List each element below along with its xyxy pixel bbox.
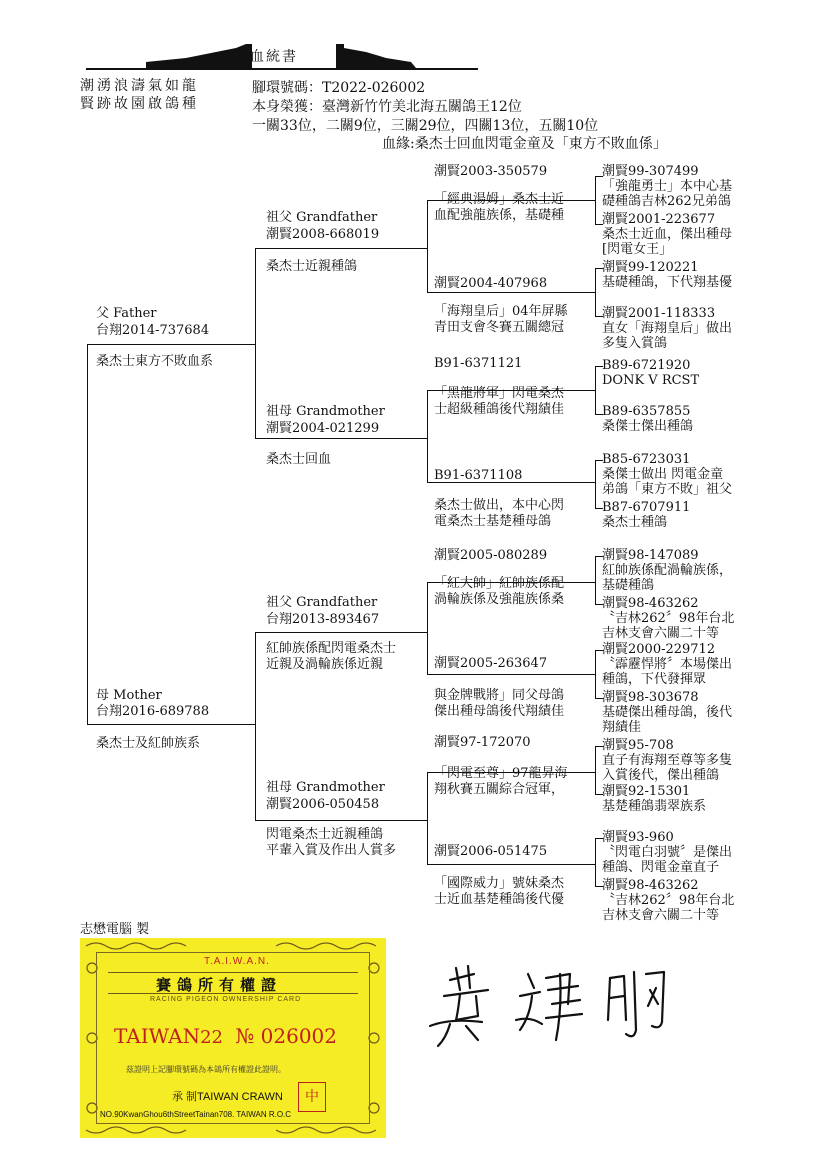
card-year: 22 [200,1027,223,1048]
gen3-ring: 潮賢2005-080289 [434,548,548,563]
gen3-note: 「紅大帥」紅帥族係配 [434,576,565,591]
gen3-note: 青田支會冬賽五關總冠 [434,320,565,335]
card-country: TAIWAN [114,1024,201,1048]
bloodline-note: 血緣:桑杰士回血閃電金童及「東方不敗血係」 [382,136,667,152]
card-maker: 承 制TAIWAN CRAWN [172,1091,283,1103]
gen3-ring: 潮賢2005-263647 [434,656,548,671]
honor-label: 本身榮獲： [252,99,322,115]
slogan-line-2: 賢跡故園啟鴿種 [80,96,199,112]
gen3-note: 「經典湯姆」桑杰士近 [434,192,565,207]
father-label: 父 Father [96,306,157,321]
gen3-note: 士超級種鴿後代翔績佳 [434,402,565,417]
ownership-card [80,938,386,1138]
paternal-grandfather-label: 祖父 Grandfather [266,210,378,225]
card-number: 026002 [260,1024,338,1048]
gen4-entry: 潮賢95-708 直子有海翔至尊等多隻 入賞後代，傑出種鴿 [602,738,733,783]
gen4-entry: 潮賢99-307499 「強龍勇士」本中心基 礎種鴿吉林262兄弟鴿 [602,164,733,209]
gen4-entry: 潮賢92-15301 基楚種鴿翡翠族系 [602,784,707,814]
honor-value: 臺灣新竹竹美北海五關鴿王12位 [322,99,522,115]
gen3-note: 「黑龍將軍」閃電桑杰 [434,386,565,401]
gen3-ring: 潮賢2006-051475 [434,844,548,859]
document-title: 血統書 [250,49,298,65]
paternal-grandmother-label: 祖母 Grandmother [266,404,385,419]
handwritten-signature [420,960,680,1050]
gen3-note: 電桑杰士基楚種母鴿 [434,514,552,529]
gen4-entry: 潮賢98-463262 〝吉林262〞98年台北 吉林支會六關二十等 [602,596,735,641]
gen4-entry: 潮賢99-120221 基礎種鴿，下代翔基優 [602,260,733,290]
father-note: 桑杰士東方不敗血系 [96,354,214,369]
gen3-note: 桑杰士做出，本中心閃 [434,498,565,513]
paternal-grandmother-note: 桑杰士回血 [266,452,332,467]
gen3-ring: 潮賢2004-407968 [434,276,548,291]
gen4-entry: 潮賢2000-229712 〝霹靂悍將〞本場傑出 種鴿，下代發揮眾 [602,642,733,687]
paternal-grandfather-note: 桑杰士近親種鴿 [266,259,358,274]
ring-number: T2022-026002 [322,80,426,96]
mother-ring: 台翔2016-689788 [96,704,210,719]
maternal-grandmother-label: 祖母 Grandmother [266,780,385,795]
card-brand: T.A.I.W.A.N. [204,956,270,967]
gen3-ring: 潮賢2003-350579 [434,164,548,179]
gen3-note: 「國際威力」號妹桑杰 [434,876,565,891]
mother-label: 母 Mother [96,688,162,703]
gen4-entry: 潮賢98-147089 紅帥族係配渦輪族係， 基礎種鴿 [602,548,733,593]
card-title: 賽鴿所有權證 [156,976,283,994]
gen4-entry: B85-6723031 桑傑士做出 閃電金童 弟鴿「東方不敗」祖父 [602,452,733,497]
gen3-note: 「海翔皇后」04年屏縣 [434,304,568,319]
gen3-note: 渦輪族係及強龍族係桑 [434,592,565,607]
maternal-grandfather-note-2: 近親及渦輪族係近親 [266,657,384,672]
gen3-ring: 潮賢97-172070 [434,735,531,750]
gen3-note: 與金牌戰將」同父母鴿 [434,688,565,703]
card-stamp: 中 [298,1082,326,1112]
gen3-note: 血配強龍族係，基礎種 [434,208,565,223]
honor-row [252,99,522,115]
gen3-note: 「閃電至尊」97龍昇海 [434,766,568,781]
maternal-grandfather-note-1: 紅帥族係配閃電桑杰士 [266,641,397,656]
maternal-grandfather-label: 祖父 Grandfather [266,595,378,610]
gen4-entry: 潮賢98-463262 〝吉林262〞98年台北 吉林支會六關二十等 [602,878,735,923]
card-address: NO.90KwanGhou6thStreetTainan708. TAIWAN R.O.C [100,1110,292,1119]
father-ring: 台翔2014-737684 [96,323,210,338]
card-no-label: № [235,1024,255,1048]
slogan-line-1: 潮湧浪濤氣如龍 [80,78,199,94]
gen4-entry: B87-6707911 桑杰士種鴿 [602,500,691,530]
maternal-grandmother-note-2: 平輩入賞及作出人賞多 [266,843,397,858]
paternal-grandmother-ring: 潮賢2004-021299 [266,421,380,436]
gen4-entry: 潮賢2001-118333 直女「海翔皇后」做出 多隻入賞鴿 [602,306,733,351]
gen4-entry: 潮賢98-303678 基礎傑出種母鴿，後代 翔績佳 [602,690,733,735]
ring-number-row [252,80,425,96]
maternal-grandmother-note-1: 閃電桑杰士近親種鴿 [266,827,384,842]
maternal-grandfather-ring: 台翔2013-893467 [266,612,380,627]
maternal-grandmother-ring: 潮賢2006-050458 [266,797,380,812]
masthead-rule [86,68,478,70]
gen4-entry: 潮賢2001-223677 桑杰士近血，傑出種母 [閃電女王」 [602,212,733,257]
mother-note: 桑杰士及紅帥族系 [96,736,201,751]
gen3-ring: B91-6371121 [434,356,523,371]
gen4-entry: B89-6357855 桑傑士傑出種鴿 [602,404,694,434]
card-subtitle: RACING PIGEON OWNERSHIP CARD [150,996,302,1003]
gen3-ring: B91-6371108 [434,468,523,483]
card-statement: 茲證明上記腳環號碼為本鴿所有權證此證明。 [126,1065,286,1074]
maker-credit: 志懋電腦 製 [80,922,150,937]
gen3-note: 傑出種母鴿後代翔績佳 [434,704,565,719]
paternal-grandfather-ring: 潮賢2008-668019 [266,227,380,242]
gen4-entry: 潮賢93-960 〝閃電白羽號〞是傑出 種鴿、閃電金童直子 [602,830,733,875]
ring-label: 腳環號碼： [252,80,322,96]
gen4-entry: B89-6721920 DONK V RCST [602,358,700,388]
gen3-note: 士近血基楚種鴿後代優 [434,892,565,907]
card-ring-number [114,1024,337,1048]
gen3-note: 翔秋賽五關綜合冠軍， [434,782,565,797]
stage-results: 一關33位，二關9位，三關29位，四關13位，五關10位 [252,118,599,134]
